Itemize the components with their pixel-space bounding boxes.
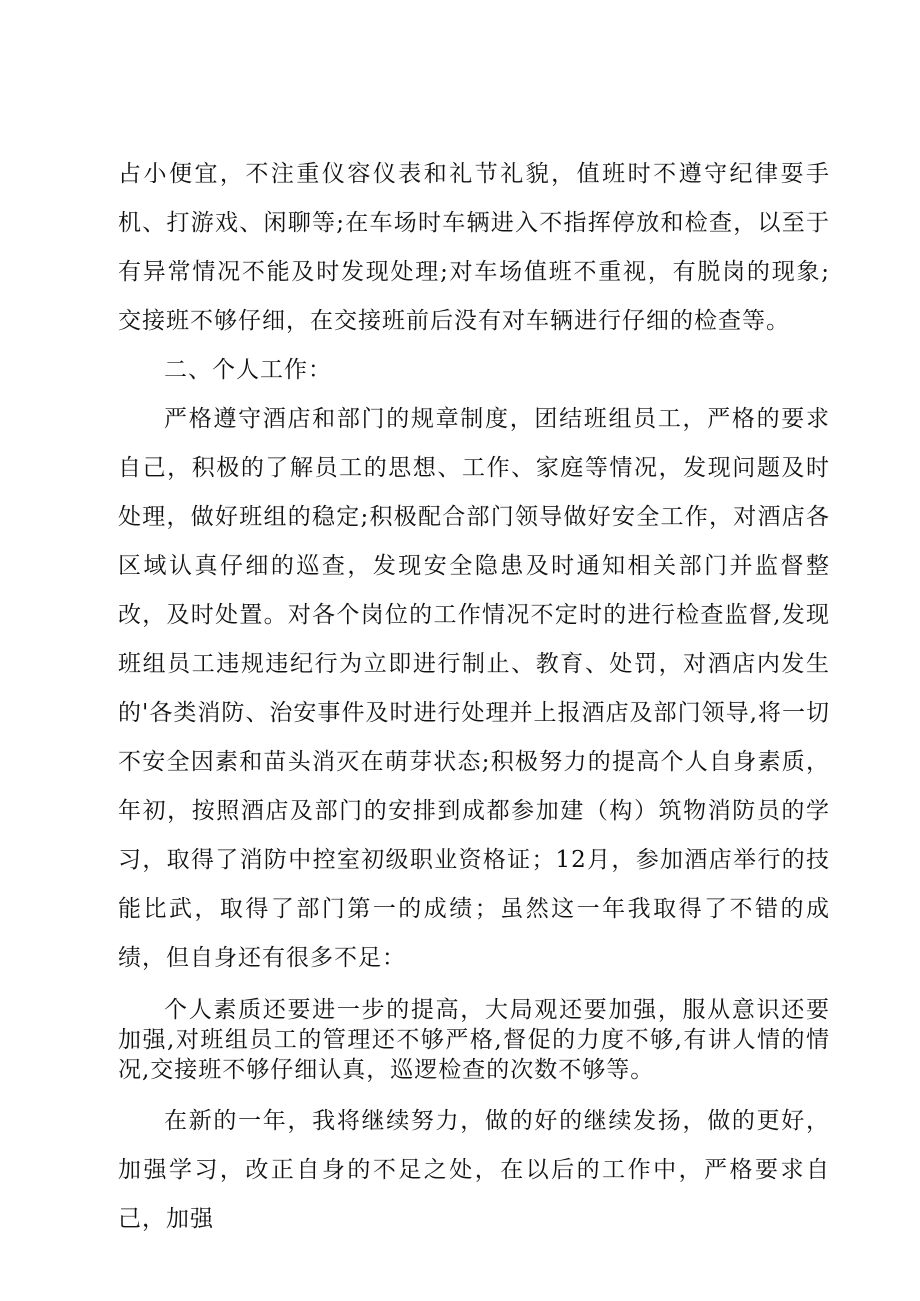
document-page <box>118 150 830 1244</box>
section-heading-personal-work: 二、个人工作： <box>164 357 332 383</box>
paragraph-continuation: 占小便宜，不注重仪容仪表和礼节礼貌，值班时不遵守纪律耍手机、打游戏、闲聊等;在车场时车辆进入不指挥停放和检查，以至于有异常情况不能及时发现处理;对车场值班不重视，有脱岗的现象;交接班不够仔细，在交接班前后没有对车辆进行仔细的检查等。 <box>118 161 830 334</box>
paragraph-personal-work: 严格遵守酒店和部门的规章制度，团结班组员工，严格的要求自己，积极的了解员工的思想、工作、家庭等情况，发现问题及时处理，做好班组的稳定;积极配合部门领导做好安全工作，对酒店各区域认真仔细的巡查，发现安全隐患及时通知相关部门并监督整改，及时处置。对各个岗位的工作情况不定时的进行检查监督,发现班组员工违规违纪行为立即进行制止、教育、处罚，对酒店内发生的'各类消防、治安事件及时进行处理并上报酒店及部门领导,将一切不安全因素和苗头消灭在萌芽状态;积极努力的提高个人自身素质，年初，按照酒店及部门的安排到成都参加建（构）筑物消防员的学习，取得了消防中控室初级职业资格证；12月，参加酒店举行的技能比武，取得了部门第一的成绩；虽然这一年我取得了不错的成绩，但自身还有很多不足： <box>118 406 830 971</box>
paragraph-new-year-plan: 在新的一年，我将继续努力，做的好的继续发扬，做的更好，加强学习，改正自身的不足之处，在以后的工作中，严格要求自己，加强 <box>118 1108 830 1232</box>
paragraph-shortcomings: 个人素质还要进一步的提高，大局观还要加强，服从意识还要加强,对班组员工的管理还不够严格,督促的力度不够,有讲人情的情况,交接班不够仔细认真，巡逻检查的次数不够等。 <box>118 997 830 1083</box>
